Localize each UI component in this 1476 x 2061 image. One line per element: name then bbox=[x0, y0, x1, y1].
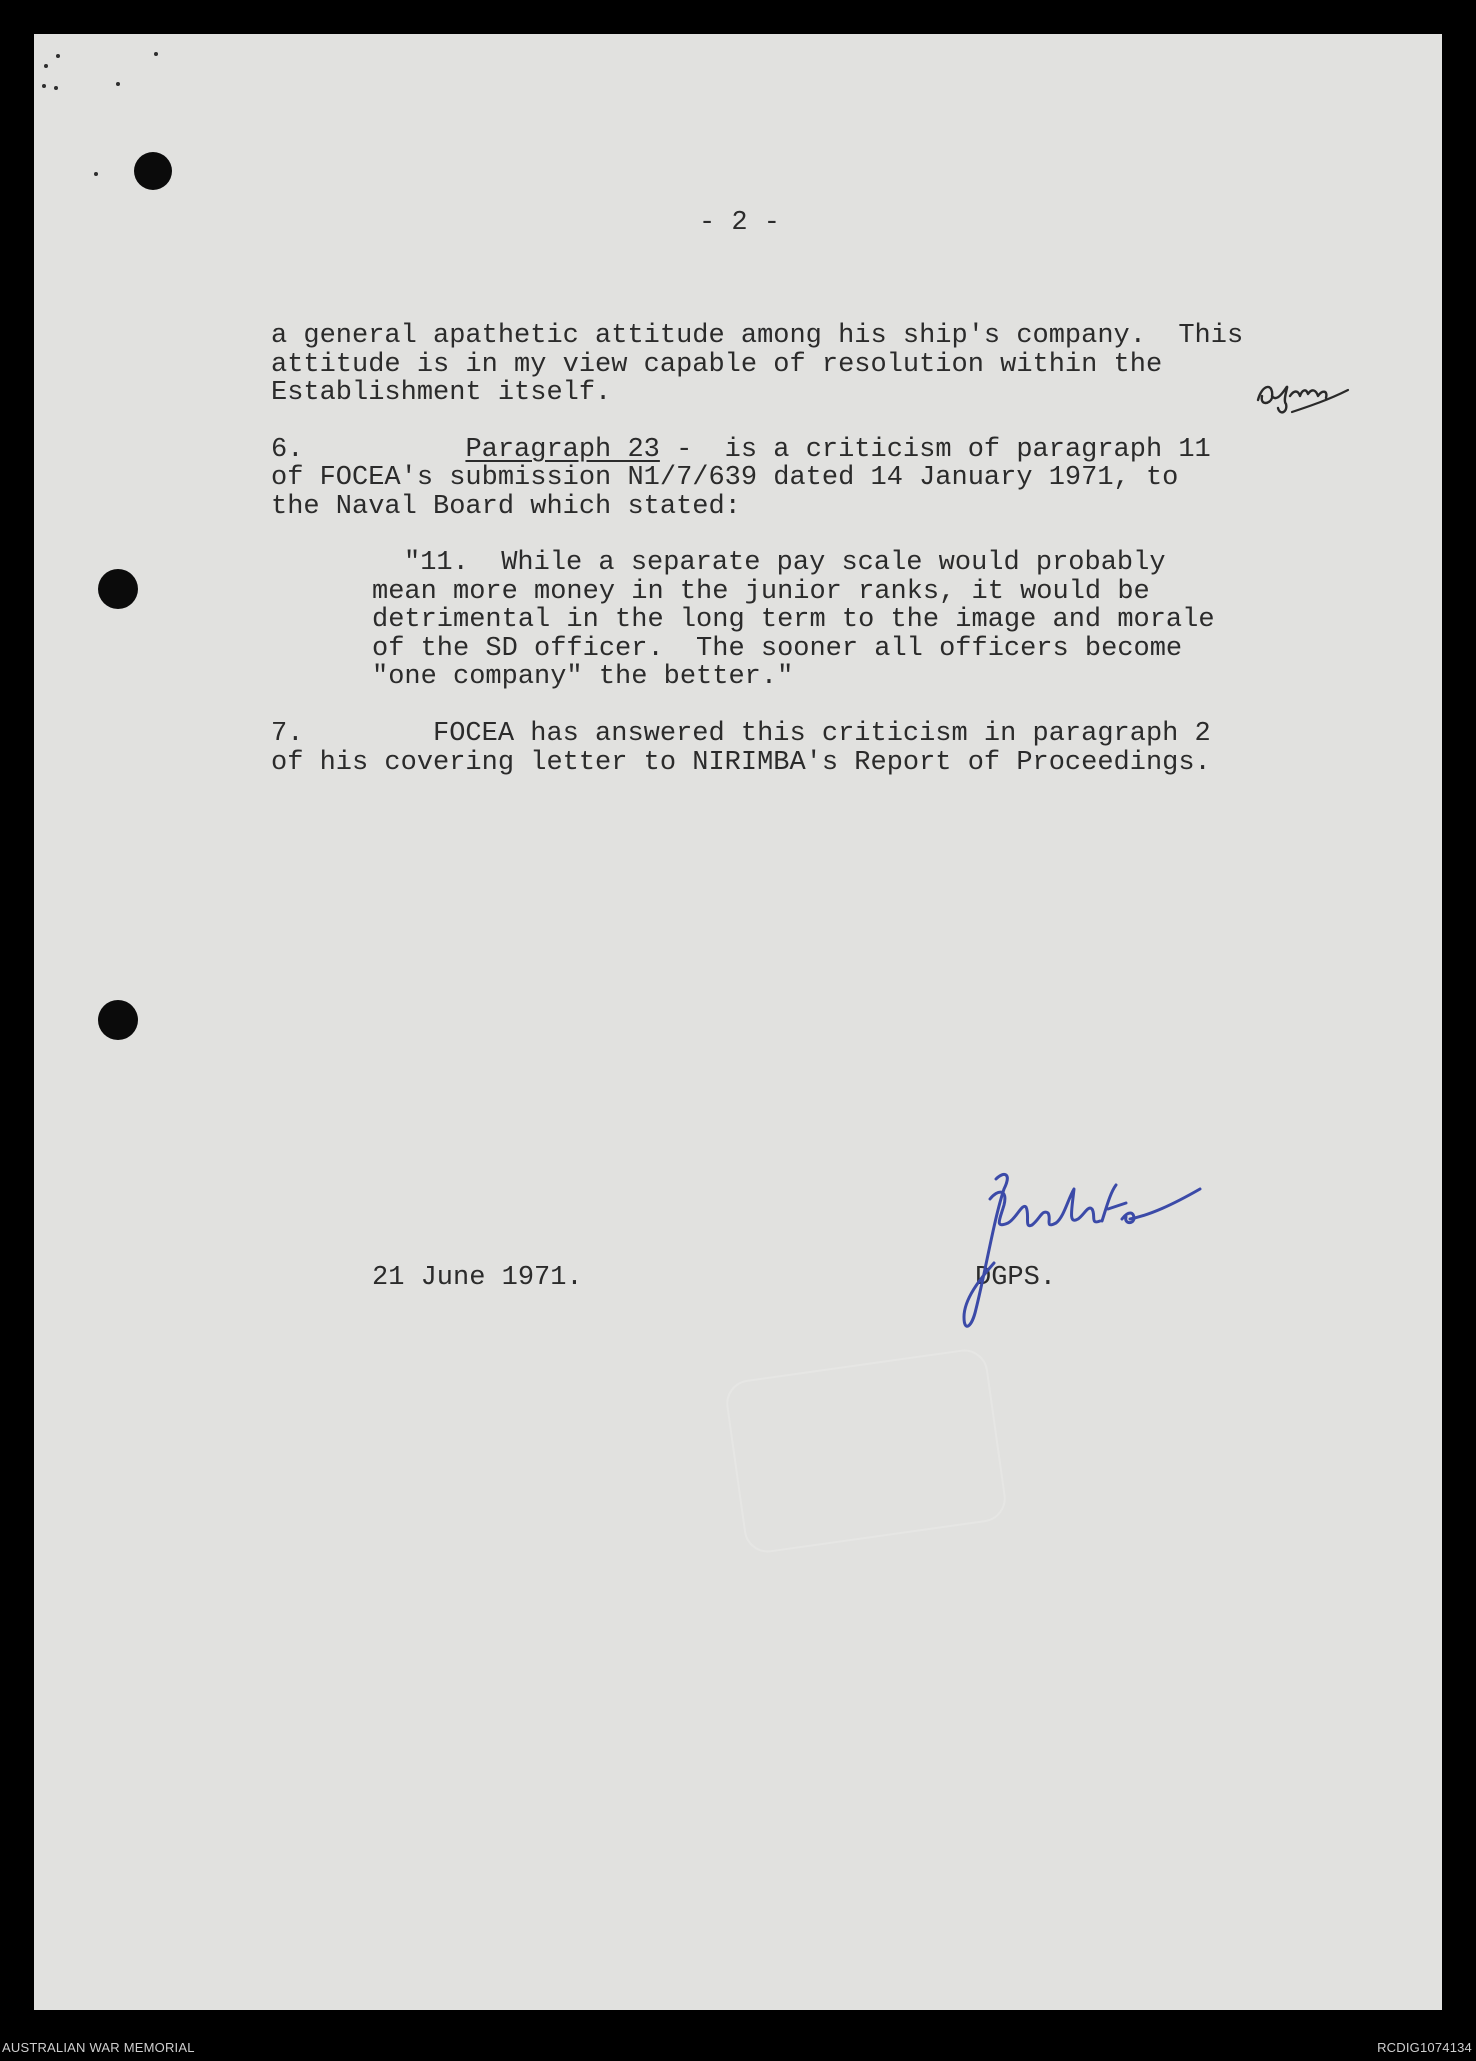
text-line: - is a criticism of paragraph 11 bbox=[659, 435, 1211, 465]
text-line: detrimental in the long term to the image and morale bbox=[372, 605, 1215, 635]
punch-hole-top bbox=[134, 152, 172, 190]
paper-speck bbox=[116, 82, 120, 86]
text-line: mean more money in the junior ranks, it would be bbox=[372, 576, 1150, 607]
signoff-title: DGPS. bbox=[975, 1263, 1057, 1293]
text-line: of FOCEA's submission N1/7/639 dated 14 January 1971, to bbox=[271, 463, 1179, 493]
paragraph-6-first-line bbox=[271, 436, 1211, 465]
paragraph-5-continued bbox=[271, 322, 1243, 408]
paper-speck bbox=[154, 52, 158, 56]
text-line: of the SD officer. The sooner all officers become bbox=[372, 633, 1183, 664]
paper-speck bbox=[44, 64, 48, 68]
document-date: 21 June 1971. bbox=[372, 1263, 583, 1293]
footer-institution-label: AUSTRALIAN WAR MEMORIAL bbox=[2, 2040, 195, 2055]
paragraph-6 bbox=[271, 464, 1178, 521]
punch-hole-bottom bbox=[98, 1000, 138, 1040]
text-line: the Naval Board which stated: bbox=[271, 491, 741, 522]
handwritten-signature-icon bbox=[934, 1159, 1214, 1359]
paper-speck bbox=[94, 172, 98, 176]
page-number: - 2 - bbox=[699, 208, 781, 238]
paragraph-7 bbox=[271, 720, 1211, 777]
text-line: of his covering letter to NIRIMBA's Report of Proceedings. bbox=[271, 747, 1211, 778]
text-line: "11. While a separate pay scale would probably bbox=[404, 548, 1166, 578]
footer-record-id: RCDIG1074134 bbox=[1377, 2040, 1472, 2055]
paragraph-number: 6. bbox=[271, 435, 304, 465]
text-line: a general apathetic attitude among his ship's company. This bbox=[271, 321, 1244, 351]
punch-hole-middle bbox=[98, 569, 138, 609]
handwritten-margin-note-icon bbox=[1252, 360, 1352, 420]
quotation-block bbox=[372, 549, 1215, 692]
text-line: attitude is in my view capable of resolution within the bbox=[271, 349, 1163, 380]
paper-speck bbox=[56, 54, 60, 58]
text-line: Establishment itself. bbox=[271, 378, 612, 408]
text-line: 7. FOCEA has answered this criticism in paragraph 2 bbox=[271, 719, 1211, 749]
paragraph-heading: Paragraph 23 bbox=[465, 435, 660, 465]
document-page bbox=[34, 34, 1442, 2010]
paper-speck bbox=[42, 84, 46, 88]
paper-speck bbox=[54, 86, 58, 90]
faint-embossed-stamp bbox=[723, 1346, 1009, 1555]
text-line: "one company" the better." bbox=[372, 662, 794, 692]
